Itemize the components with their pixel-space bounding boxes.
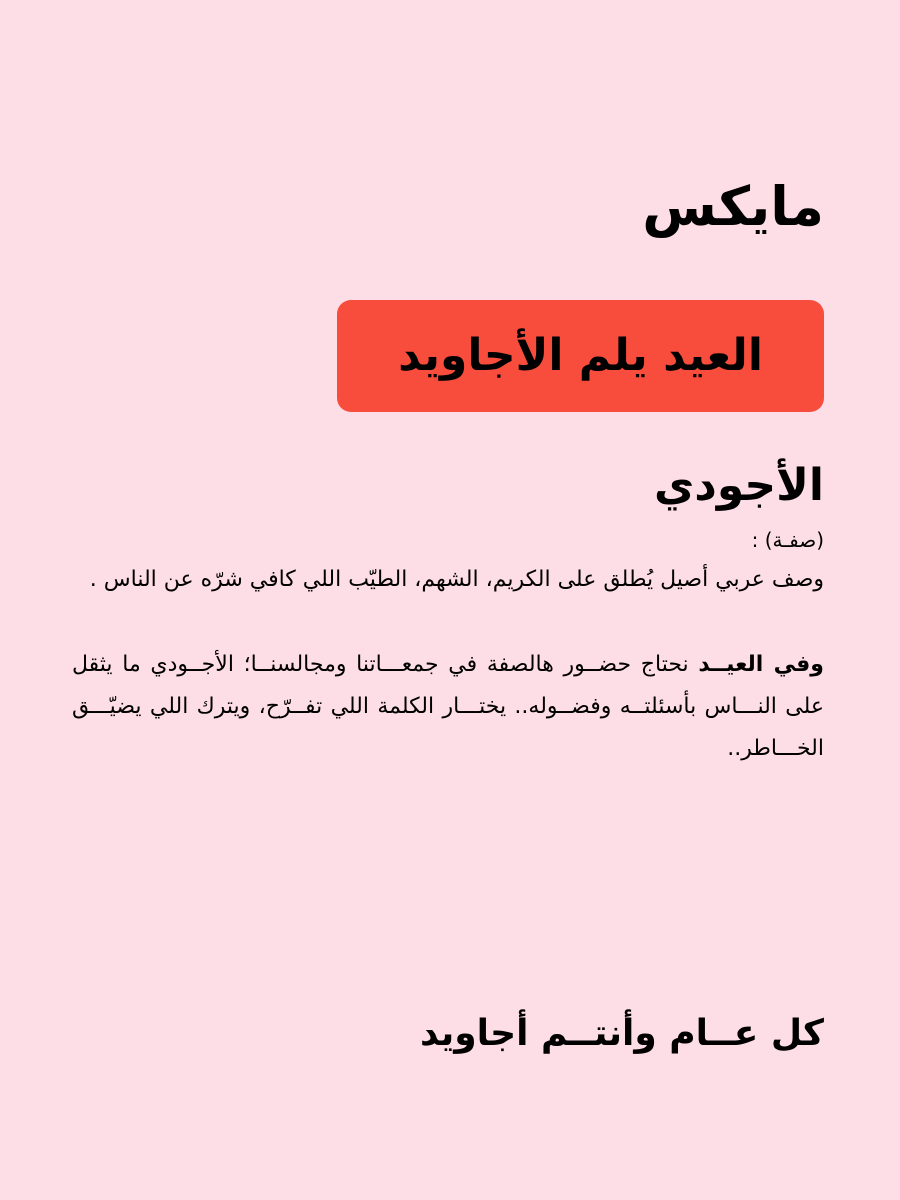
context-lead: وفي العيــد <box>698 652 824 677</box>
title-banner <box>337 300 824 412</box>
eid-greeting: كل عــام وأنتــم أجاويد <box>419 1013 824 1054</box>
context-text: نحتاج حضــور هالصفة في جمعـــاتنا ومجالسنــا؛ الأجــودي ما يثقل على النـــاس بأسئلتــه وفضــوله.. يختـــار الكلمة اللي تفــرّح، ويترك اللي يضيّـــق الخـــاطر.. <box>72 652 824 761</box>
entry-definition: وصف عربي أصيل يُطلق على الكريم، الشهم، الطيّب اللي كافي شرّه عن الناس . <box>89 567 824 592</box>
brand-logo: مايكس <box>642 175 824 238</box>
banner-title: العيد يلم الأجاويد <box>398 330 763 381</box>
entry-term: الأجودي <box>653 460 824 511</box>
part-of-speech: (صفـة) : <box>751 528 824 552</box>
eid-context-paragraph <box>72 644 824 770</box>
